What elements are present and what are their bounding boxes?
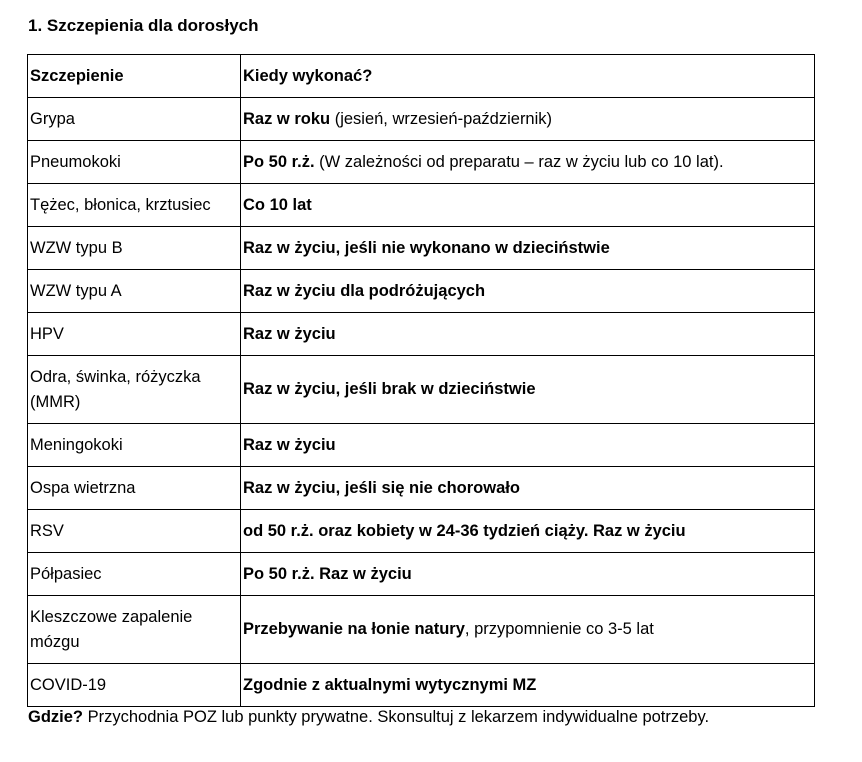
schedule-emphasis: Raz w życiu <box>243 324 336 343</box>
section-heading: 1. Szczepienia dla dorosłych <box>28 16 259 35</box>
vaccine-name: Odra, świnka, różyczka (MMR) <box>28 356 241 424</box>
vaccine-schedule <box>241 596 815 664</box>
table-row <box>28 356 815 424</box>
schedule-emphasis: od 50 r.ż. oraz kobiety w 24-36 tydzień ciąży. Raz w życiu <box>243 521 686 540</box>
table-row <box>28 467 815 510</box>
schedule-emphasis: Po 50 r.ż. Raz w życiu <box>243 564 412 583</box>
column-header-when: Kiedy wykonać? <box>241 55 815 98</box>
vaccine-schedule <box>241 664 815 707</box>
vaccine-schedule <box>241 227 815 270</box>
footer-text: Przychodnia POZ lub punkty prywatne. Skonsultuj z lekarzem indywidualne potrzeby. <box>83 708 710 726</box>
schedule-note: (W zależności od preparatu – raz w życiu lub co 10 lat). <box>314 152 724 171</box>
vaccine-name: COVID-19 <box>28 664 241 707</box>
vaccine-name: Grypa <box>28 98 241 141</box>
vaccine-name: Tężec, błonica, krztusiec <box>28 184 241 227</box>
vaccine-schedule <box>241 184 815 227</box>
vaccine-name: Kleszczowe zapalenie mózgu <box>28 596 241 664</box>
table-row <box>28 141 815 184</box>
table-row <box>28 98 815 141</box>
table-row <box>28 510 815 553</box>
schedule-note: , przypomnienie co 3-5 lat <box>464 620 654 638</box>
vaccine-name: Półpasiec <box>28 553 241 596</box>
vaccine-schedule <box>241 467 815 510</box>
table-row <box>28 313 815 356</box>
vaccine-schedule <box>241 553 815 596</box>
table-row <box>28 664 815 707</box>
table-row <box>28 227 815 270</box>
vaccine-name: WZW typu A <box>28 270 241 313</box>
schedule-emphasis: Raz w roku <box>243 109 331 128</box>
schedule-emphasis: Raz w życiu dla podróżujących <box>243 281 486 300</box>
vaccination-table <box>27 54 815 707</box>
vaccine-schedule <box>241 98 815 141</box>
schedule-emphasis: Raz w życiu <box>243 435 336 454</box>
footer-label: Gdzie? <box>28 708 84 726</box>
table-row <box>28 184 815 227</box>
vaccine-name: Ospa wietrzna <box>28 467 241 510</box>
schedule-emphasis: Co 10 lat <box>243 195 312 214</box>
vaccine-schedule <box>241 510 815 553</box>
vaccine-schedule <box>241 270 815 313</box>
table-header-row <box>28 55 815 98</box>
table-row <box>28 596 815 664</box>
vaccine-schedule <box>241 141 815 184</box>
schedule-emphasis: Raz w życiu, jeśli nie wykonano w dzieciństwie <box>243 238 610 257</box>
vaccine-name: RSV <box>28 510 241 553</box>
schedule-emphasis: Raz w życiu, jeśli się nie chorowało <box>243 478 520 497</box>
vaccine-schedule <box>241 424 815 467</box>
column-header-vaccine: Szczepienie <box>28 55 241 98</box>
table-row <box>28 553 815 596</box>
schedule-emphasis: Zgodnie z aktualnymi wytycznymi MZ <box>243 675 537 694</box>
schedule-note: (jesień, wrzesień-październik) <box>330 109 553 128</box>
table-row <box>28 270 815 313</box>
schedule-emphasis: Przebywanie na łonie natury <box>243 620 465 638</box>
footer-note <box>28 708 709 727</box>
vaccine-name: WZW typu B <box>28 227 241 270</box>
vaccine-schedule <box>241 313 815 356</box>
table-row <box>28 424 815 467</box>
vaccine-name: Pneumokoki <box>28 141 241 184</box>
vaccine-name: HPV <box>28 313 241 356</box>
vaccine-schedule <box>241 356 815 424</box>
schedule-emphasis: Po 50 r.ż. <box>243 152 315 171</box>
schedule-emphasis: Raz w życiu, jeśli brak w dzieciństwie <box>243 380 536 398</box>
vaccine-name: Meningokoki <box>28 424 241 467</box>
